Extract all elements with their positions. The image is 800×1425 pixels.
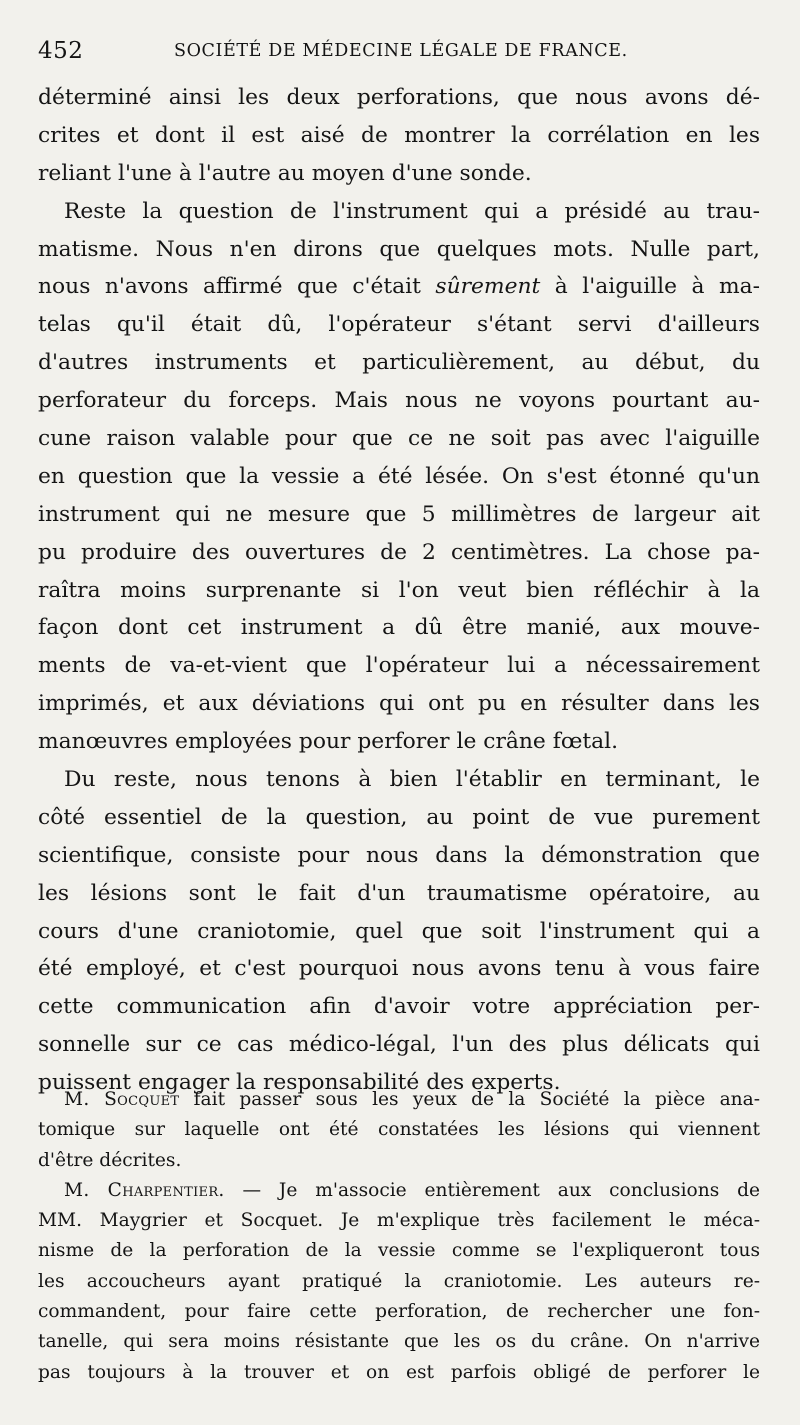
note-line: commandent, pour faire cette perforation, de rechercher une fon- — [38, 1301, 760, 1323]
note-line: nisme de la perforation de la vessie comme se l'expliqueront tous — [38, 1240, 760, 1262]
text-line: ments de va-et-vient que l'opérateur lui a nécessairement — [38, 653, 760, 679]
speaker-name: M. Charpentier. — [64, 1179, 225, 1201]
text-line: Reste la question de l'instrument qui a présidé au trau- — [64, 198, 760, 224]
text-fragment: à l'aiguille à ma- — [554, 274, 760, 300]
main-text — [38, 79, 760, 1102]
text-line: sonnelle sur ce cas médico-légal, l'un des plus délicats qui — [38, 1032, 760, 1058]
discussion-notes — [38, 1085, 760, 1388]
text-fragment: nous n'avons affirmé que c'était — [38, 274, 421, 300]
text-line: matisme. Nous n'en dirons que quelques mots. Nulle part, — [38, 236, 760, 262]
note-line: pas toujours à la trouver et on est parfois obligé de perforer le — [38, 1361, 760, 1383]
text-line: instrument qui ne mesure que 5 millimètres de largeur ait — [38, 501, 760, 527]
text-line: scientifique, consiste pour nous dans la démonstration que — [38, 842, 760, 868]
text-line: imprimés, et aux déviations qui ont pu en résulter dans les — [38, 691, 760, 717]
text-line: été employé, et c'est pourquoi nous avons tenu à vous faire — [38, 956, 760, 982]
note-line: MM. Maygrier et Socquet. Je m'explique très facilement le méca- — [38, 1210, 760, 1232]
emphasized-word: sûrement — [435, 274, 541, 300]
page-header — [38, 38, 760, 70]
note-line — [38, 1176, 760, 1206]
text-line: pu produire des ouvertures de 2 centimètres. La chose pa- — [38, 539, 760, 565]
text-line: puissent engager la responsabilité des experts. — [38, 1070, 561, 1096]
text-line: Du reste, nous tenons à bien l'établir en terminant, le — [64, 767, 760, 793]
text-fragment: — Je m'associe entièrement aux conclusions de — [242, 1179, 760, 1201]
text-line: telas qu'il était dû, l'opérateur s'étant servi d'ailleurs — [38, 312, 760, 338]
text-line: façon dont cet instrument a dû être manié, aux mouve- — [38, 615, 760, 641]
text-line: crites et dont il est aisé de montrer la corrélation en les — [38, 122, 760, 148]
text-line — [38, 268, 760, 306]
running-head: SOCIÉTÉ DE MÉDECINE LÉGALE DE FRANCE. — [174, 41, 628, 61]
note-line: d'être décrites. — [38, 1149, 182, 1171]
text-line: cette communication afin d'avoir votre appréciation per- — [38, 994, 760, 1020]
speaker-name: M. Socquet — [64, 1089, 180, 1110]
note-line: tanelle, qui sera moins résistante que les os du crâne. On n'arrive — [38, 1331, 760, 1353]
text-line: les lésions sont le fait d'un traumatisme opératoire, au — [38, 880, 760, 906]
text-line: cours d'une craniotomie, quel que soit l'instrument qui a — [38, 918, 760, 944]
page-number: 452 — [38, 38, 84, 64]
note-line — [38, 1085, 760, 1115]
text-line: cune raison valable pour que ce ne soit pas avec l'aiguille — [38, 426, 760, 452]
text-fragment: fait passer sous les yeux de la Société la pièce ana- — [193, 1089, 760, 1110]
text-line: raîtra moins surprenante si l'on veut bien réfléchir à la — [38, 577, 760, 603]
text-line: d'autres instruments et particulièrement, au début, du — [38, 350, 760, 376]
text-line: côté essentiel de la question, au point de vue purement — [38, 804, 760, 830]
text-line: perforateur du forceps. Mais nous ne voyons pourtant au- — [38, 388, 760, 414]
text-line: manœuvres employées pour perforer le crâne fœtal. — [38, 729, 619, 755]
note-line: les accoucheurs ayant pratiqué la craniotomie. Les auteurs re- — [38, 1270, 760, 1292]
text-line: déterminé ainsi les deux perforations, que nous avons dé- — [38, 85, 760, 110]
text-line: reliant l'une à l'autre au moyen d'une sonde. — [38, 160, 532, 186]
note-line: tomique sur laquelle ont été constatées les lésions qui viennent — [38, 1119, 760, 1141]
text-line: en question que la vessie a été lésée. On s'est étonné qu'un — [38, 463, 760, 489]
